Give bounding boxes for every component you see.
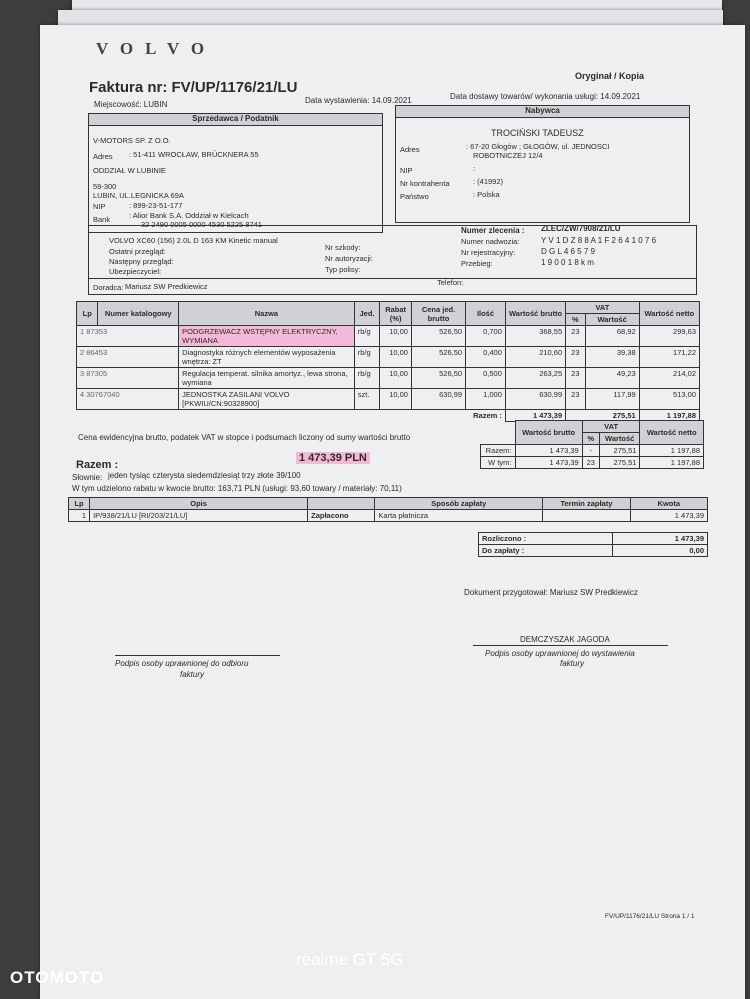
order-number: ZLEC/ZW/7908/21/LU	[541, 224, 621, 233]
summary-note: Cena ewidencyjna brutto, podatek VAT w stopce i podsumach liczony od sumy wartości brutto	[78, 433, 411, 442]
sum-row-label: W tym:	[481, 457, 516, 469]
delivery-date: Data dostawy towarów/ wykonania usługi: 14.09.2021	[450, 92, 641, 101]
buyer-address-label: Adres	[400, 145, 420, 154]
issuer-sign-line	[473, 645, 668, 646]
item-discount: 10,00	[380, 368, 412, 389]
receiver-sign-line	[115, 655, 280, 656]
col-qty: Ilość	[466, 302, 506, 326]
buyer-box	[395, 105, 690, 223]
item-lp-cat: 1 87353	[77, 326, 179, 347]
item-price: 526,50	[411, 326, 465, 347]
issue-date: Data wystawienia: 14.09.2021	[305, 96, 412, 105]
items-total-vat: 275,51	[566, 410, 640, 422]
col-catalog: Numer katalogowy	[98, 302, 179, 326]
mileage: 1 9 0 0 1 8 k m	[541, 258, 594, 267]
seller-address: : 51-411 WROCŁAW, BRÜCKNERA 55	[129, 150, 259, 159]
table-row	[77, 347, 700, 368]
seller-bank: : Alior Bank S.A. Oddział w Kielcach	[129, 211, 249, 220]
settlement-table	[478, 532, 708, 557]
prepared-by: Dokument przygotował: Mariusz SW Predkiewicz	[464, 588, 638, 597]
pay-col-method: Sposób zapłaty	[375, 498, 543, 510]
item-qty: 0,400	[466, 347, 506, 368]
damage-no-label: Nr szkody:	[325, 243, 361, 252]
discount-info: W tym udzielono rabatu w kwocie brutto: 163,71 PLN (usługi: 93,60 towary / materiały: 70,11)	[72, 484, 402, 493]
pay-status: Zapłacono	[308, 510, 375, 522]
due-amount: 0,00	[613, 545, 708, 557]
sum-vat: 275,51	[599, 445, 640, 457]
sum-net: 1 197,88	[640, 445, 704, 457]
place: Miejscowość: LUBIN	[94, 100, 168, 109]
original-copy: Oryginał / Kopia	[575, 71, 645, 81]
item-discount: 10,00	[380, 326, 412, 347]
vehicle-box	[88, 225, 697, 295]
seller-branch: ODDZIAŁ W LUBINIE	[93, 166, 166, 175]
sum-pct: 23	[582, 457, 599, 469]
pay-amount: 1 473,39	[630, 510, 707, 522]
sum-net: 1 197,88	[640, 457, 704, 469]
table-row	[77, 326, 700, 347]
camera-watermark: realme GT 5G	[296, 950, 404, 969]
item-name: PODGRZEWACZ WSTĘPNY ELEKTRYCZNY, WYMIANA	[179, 326, 355, 347]
item-price: 526,50	[411, 347, 465, 368]
item-qty: 0,700	[466, 326, 506, 347]
buyer-contractor: : (41992)	[473, 177, 504, 186]
issuer-sign-label: Podpis osoby uprawnionej do wystawienia	[485, 649, 635, 658]
buyer-address-2: ROBOTNICZEJ 12/4	[473, 151, 543, 160]
issuer-name: DEMCZYSZAK JAGODA	[520, 635, 610, 644]
item-net: 171,22	[639, 347, 699, 368]
col-gross: Wartość brutto	[505, 302, 565, 326]
items-table	[76, 301, 700, 422]
summary-table	[480, 420, 704, 469]
col-vat: VAT	[566, 302, 640, 314]
col-unit: Jed.	[354, 302, 380, 326]
sum-pct: -	[582, 445, 599, 457]
col-lp: Lp	[77, 302, 98, 326]
item-unit: rb/g	[354, 347, 380, 368]
table-row	[481, 457, 704, 469]
receiver-sign-label: Podpis osoby uprawnionej do odbioru	[115, 659, 249, 668]
vin: Y V 1 D Z 8 8 A 1 F 2 6 4 1 0 7 6	[541, 236, 657, 245]
policy-type-label: Typ polisy:	[325, 265, 361, 274]
col-net: Wartość netto	[639, 302, 699, 326]
due-label: Do zapłaty :	[479, 545, 613, 557]
pay-col-desc: Opis	[90, 498, 308, 510]
item-vat-pct: 23	[566, 326, 585, 347]
col-vat-value: Wartość	[585, 314, 639, 326]
item-net: 513,00	[639, 389, 699, 410]
razem-amount: 1 473,39 PLN	[296, 452, 370, 464]
pay-col-term: Termin zapłaty	[543, 498, 630, 510]
items-total-net: 1 197,88	[639, 410, 699, 422]
item-discount: 10,00	[380, 389, 412, 410]
receiver-sign-label-2: faktury	[180, 670, 205, 679]
item-name: Regulacja temperat. silnika amortyz., lewa strona, wymiana	[179, 368, 355, 389]
item-vat-pct: 23	[566, 389, 585, 410]
mileage-label: Przebieg:	[461, 259, 493, 268]
seller-branch-zip: 59-300	[93, 182, 117, 191]
sum-row-label: Razem:	[481, 445, 516, 457]
buyer-name: TROCIŃSKI TADEUSZ	[491, 128, 584, 138]
sum-col-net: Wartość netto	[640, 421, 704, 445]
table-row	[69, 510, 708, 522]
seller-nip-label: NIP	[93, 202, 106, 211]
next-review-label: Następny przegląd:	[109, 257, 174, 266]
item-name: JEDNOSTKA ZASILANI VOLVO [PKWIU/CN:90328900]	[179, 389, 355, 410]
seller-nip: : 899-23-51-177	[129, 201, 183, 210]
item-lp-cat: 2 86453	[77, 347, 179, 368]
seller-name: V-MOTORS SP. Z O.O.	[93, 136, 171, 145]
items-total-gross: 1 473,39	[505, 410, 565, 422]
volvo-logo: VOLVO	[96, 39, 217, 58]
amount-in-words: jeden tysiąc czterysta siedemdziesiąt trzy złote 39/100	[108, 471, 301, 480]
item-gross: 630,99	[505, 389, 565, 410]
table-row	[77, 389, 700, 410]
item-unit: szt.	[354, 389, 380, 410]
col-name: Nazwa	[179, 302, 355, 326]
buyer-nip: :	[473, 164, 476, 173]
auth-no-label: Nr autoryzacji:	[325, 254, 373, 263]
item-discount: 10,00	[380, 347, 412, 368]
item-vat: 49,23	[585, 368, 639, 389]
item-vat: 39,38	[585, 347, 639, 368]
sum-col-pct: %	[582, 433, 599, 445]
issuer-sign-label-2: faktury	[560, 659, 585, 668]
vehicle-model: VOLVO XC60 (156) 2.0L D 163 KM Kinetic manual	[109, 236, 278, 245]
payment-table	[68, 497, 708, 522]
col-discount: Rabat (%)	[380, 302, 412, 326]
order-label: Numer zlecenia :	[461, 226, 525, 235]
last-review-label: Ostatni przegląd:	[109, 247, 166, 256]
item-unit: rb/g	[354, 368, 380, 389]
reg-label: Nr rejestracyjny:	[461, 248, 516, 257]
footer-reference: FV/UP/1176/21/LU Strona 1 / 1	[605, 913, 695, 920]
advisor: Mariusz SW Predkiewicz	[125, 282, 208, 291]
sum-vat: 275,51	[599, 457, 640, 469]
buyer-header: Nabywca	[396, 106, 689, 118]
item-lp-cat: 4 30767040	[77, 389, 179, 410]
item-gross: 210,60	[505, 347, 565, 368]
item-price: 630,99	[411, 389, 465, 410]
item-unit: rb/g	[354, 326, 380, 347]
buyer-country: : Polska	[473, 190, 500, 199]
razem-label: Razem :	[76, 459, 119, 471]
advisor-label: Doradca:	[93, 283, 124, 292]
col-vat-pct: %	[566, 314, 585, 326]
item-net: 214,02	[639, 368, 699, 389]
vehicle-divider	[89, 278, 696, 279]
sum-col-gross: Wartość brutto	[515, 421, 582, 445]
item-vat: 68,92	[585, 326, 639, 347]
pay-term	[543, 510, 630, 522]
table-row	[77, 368, 700, 389]
pay-col-status	[308, 498, 375, 510]
table-row	[481, 445, 704, 457]
sum-gross: 1 473,39	[515, 457, 582, 469]
seller-branch-address: LUBIN, UL.LEGNICKA 69A	[93, 191, 184, 200]
registration: D G L 4 6 5 7 9	[541, 247, 595, 256]
buyer-country-label: Państwo	[400, 192, 429, 201]
settled-label: Rozliczono :	[479, 533, 613, 545]
vin-label: Numer nadwozia:	[461, 237, 520, 246]
seller-box	[88, 113, 383, 233]
col-price: Cena jed. brutto	[411, 302, 465, 326]
item-vat-pct: 23	[566, 347, 585, 368]
item-net: 299,63	[639, 326, 699, 347]
sum-col-vat: VAT	[582, 421, 640, 433]
phone-label: Telefon:	[437, 278, 464, 287]
pay-lp: 1	[69, 510, 90, 522]
pay-col-lp: Lp	[69, 498, 90, 510]
item-vat: 117,99	[585, 389, 639, 410]
item-name: Diagnostyka różnych elementów wyposażenia wnętrza: ZT	[179, 347, 355, 368]
pay-method: Karta płatnicza	[375, 510, 543, 522]
item-qty: 0,500	[466, 368, 506, 389]
seller-header: Sprzedawca / Podatnik	[89, 114, 382, 126]
item-gross: 263,25	[505, 368, 565, 389]
item-lp-cat: 3 87305	[77, 368, 179, 389]
item-vat-pct: 23	[566, 368, 585, 389]
item-gross: 368,55	[505, 326, 565, 347]
seller-address-label: Adres	[93, 152, 113, 161]
item-qty: 1,000	[466, 389, 506, 410]
items-total-label: Razem :	[77, 410, 506, 422]
seller-account: 32 2490 0005 0000 4530 5225 8741	[141, 220, 262, 229]
sum-gross: 1 473,39	[515, 445, 582, 457]
settled-amount: 1 473,39	[613, 533, 708, 545]
words-label: Słownie:	[72, 473, 103, 482]
item-price: 526,50	[411, 368, 465, 389]
buyer-address-1: : 67-20 Głogów ; GŁOGÓW, ul. JEDNOSCI	[466, 142, 610, 151]
table-row	[479, 545, 708, 557]
otomoto-watermark: OTOMOTO	[10, 968, 105, 987]
sum-col-vat-value: Wartość	[599, 433, 640, 445]
buyer-contractor-label: Nr kontrahenta	[400, 179, 450, 188]
invoice-title: Faktura nr: FV/UP/1176/21/LU	[89, 79, 298, 96]
buyer-nip-label: NIP	[400, 166, 413, 175]
table-row	[479, 533, 708, 545]
pay-col-amount: Kwota	[630, 498, 707, 510]
pay-desc: IP/938/21/LU [RI/203/21/LU]	[90, 510, 308, 522]
invoice-page	[40, 25, 745, 999]
insurer-label: Ubezpieczyciel:	[109, 267, 162, 276]
seller-bank-label: Bank	[93, 215, 111, 224]
